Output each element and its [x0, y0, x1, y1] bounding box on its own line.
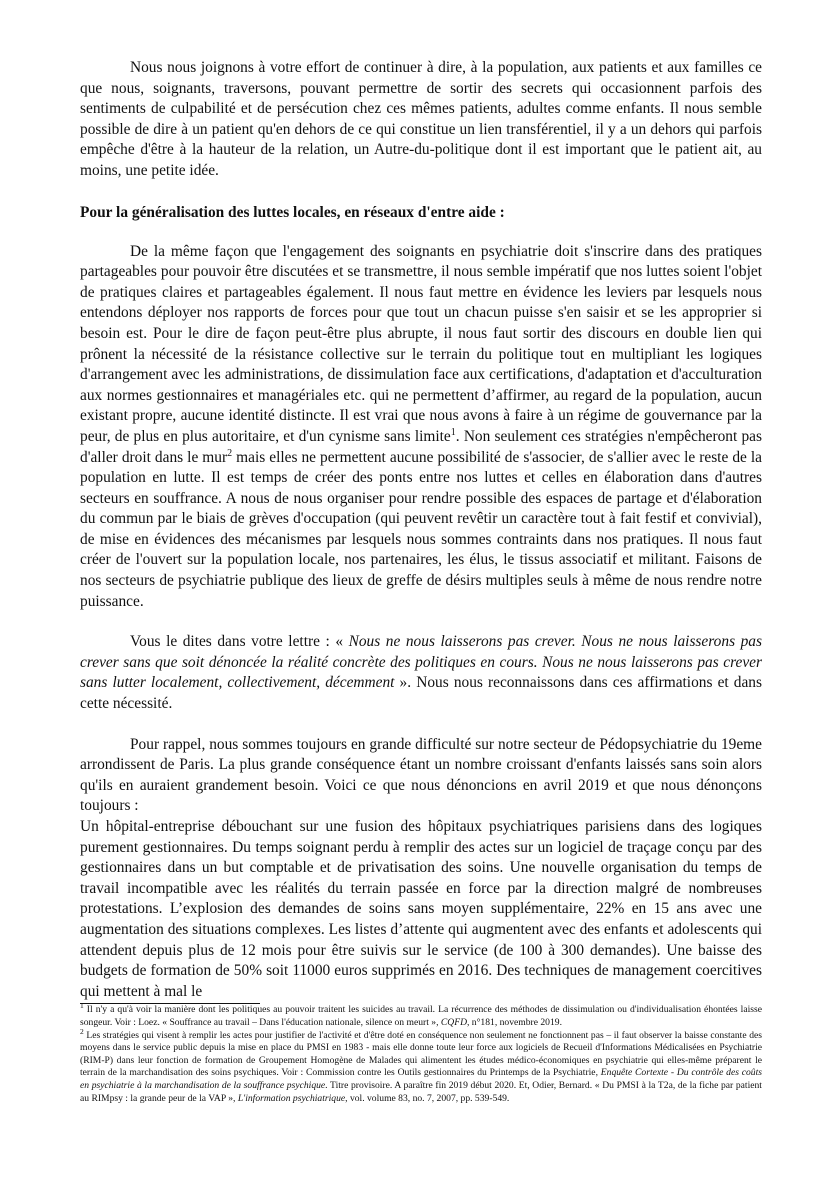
- paragraph-denunciations: Un hôpital-entreprise débouchant sur une fusion des hôpitaux psychiatriques parisiens dans des logiques purement gestionnaires. Du temps soignant perdu à remplir des actes sur un logiciel de traçage conçu par des gestionnaires dans un but comptable et de privatisation des soins. Une nouvelle organisation du temps de travail incompatible avec les réalités du terrain passée en force par la direction malgré de nombreuses protestations. L’explosion des demandes de soins sans moyen supplémentaire, 22% en 15 ans avec une augmentation des situations complexes. Les listes d’attente qui augmentent avec des enfants et adolescents qui attendent depuis plus de 12 mois pour être suivis sur le service (de 100 à 300 demandes). Une baisse des budgets de formation de 50% soit 11000 euros supprimés en 2016. Des techniques de management coercitives qui mettent à mal le: [80, 818, 762, 1000]
- paragraph-local-struggles: [80, 242, 762, 613]
- footnote-number: 1: [80, 1001, 84, 1011]
- footnote-ref-2[interactable]: 2: [227, 447, 233, 459]
- section-heading: Pour la généralisation des luttes locales, en réseaux d'entre aide :: [80, 203, 505, 221]
- journal-title: CQFD: [440, 1016, 467, 1028]
- quotation: Nous ne nous laisserons pas crever. Nous ne nous laisserons pas crever sans que soit dénoncée la réalité concrète des politiques en cours. Nous ne nous laisserons pas crever sans lutter localement, collectivement, décemment: [80, 633, 762, 692]
- work-title: Enquête Cortexte - Du contrôle des coûts en psychiatrie à la marchandisation de la souffrance psychique: [80, 1067, 762, 1091]
- paragraph-text: Vous le dites dans votre lettre : «: [130, 633, 349, 651]
- paragraph-text: . Non seulement ces stratégies n'empêcheront pas d'aller droit dans le mur: [80, 427, 762, 466]
- footnote-text: , vol. volume 83, no. 7, 2007, pp. 539-549.: [345, 1092, 510, 1104]
- paragraph-text: ». Nous nous reconnaissons dans ces affirmations et dans cette nécessité.: [80, 674, 762, 713]
- paragraph-intro: Nous nous joignons à votre effort de continuer à dire, à la population, aux patients et aux familles ce que nous, soignants, traversons, pouvant permettre de sortir des secrets qui occasionnent parfois des sentiments de culpabilité et de persécution chez ces mêmes patients, adultes comme enfants. Il nous semble possible de dire à un patient qu'en dehors de ce qui constitue un lien transférentiel, il y a un dehors qui parfois empêche d'être à la hauteur de la relation, un Autre-du-politique dont il est important que le patient ait, au moins, une petite idée.: [80, 59, 762, 179]
- footnote-text: Les stratégies qui visent à remplir les actes pour justifier de l'activité et d'être doté en conséquence non seulement ne fonctionnent pas – il faut observer la baisse constante des moyens dans le service public depuis la mise en place du PMSI en 1983 - mais elle donne toute leur force aux logiciels de Recueil d'Informations Médicalisées en Psychiatrie (RIM-P) dans leur fonction de formation de Groupement Homogène de Malades qui alimentent les études médico-économiques en psychiatrie qui elles-même préparent le terrain de la marchandisation des soins psychiques. Voir : Commission contre les Outils gestionnaires du Printemps de la Psychiatrie,: [80, 1029, 762, 1079]
- paragraph-reminder: Pour rappel, nous sommes toujours en grande difficulté sur notre secteur de Pédopsychiatrie du 19eme arrondissent de Paris. La plus grande conséquence étant un nombre croissant d'enfants laissés sans soin alors qu'ils en auraient grandement besoin. Voici ce que nous dénoncions en avril 2019 et que nous dénonçons toujours :: [80, 735, 762, 815]
- paragraph-text: mais elles ne permettent aucune possibilité de s'associer, de s'allier avec le reste de la population en lutte. Il est temps de créer des ponts entre nos luttes et celles en élaboration dans d'autres secteurs en souffrance. A nous de nous organiser pour rendre possible des espaces de partage et d'élaboration du commun par le biais de grèves d'occupation (qui peuvent revêtir un caractère tout à fait festif et convivial), de mise en évidences des mécanismes par lesquels nous sommes contraints dans nos pratiques. Il nous faut créer de l'ouvert sur la population locale, nos partenaires, les élus, le tissus associatif et militant. Faisons de nos secteurs de psychiatrie publique des lieux de greffe de désirs multiples seuls à même de nous rendre notre puissance.: [80, 448, 762, 610]
- footnote-text: Il n'y a qu'à voir la manière dont les politiques au pouvoir traitent les suicides au travail. La récurrence des méthodes de dissimulation ou d'individualisation éhontées laisse songeur. Voir : Loez. « Souffrance au travail – Dans l'éducation nationale, silence on meurt »,: [80, 1004, 762, 1028]
- paragraph-letter-quote: [80, 632, 762, 714]
- footnote-number: 2: [80, 1026, 84, 1036]
- footnote-1: [80, 1001, 762, 1029]
- footnote-text: . Titre provisoire. A paraître fin 2019 début 2020. Et, Odier, Bernard. « Du PMSI à la T2a, de la fiche par patient au RIMpsy : la grande peur de la VAP »,: [80, 1079, 762, 1104]
- footnote-ref-1[interactable]: 1: [450, 426, 456, 438]
- footnote-2: [80, 1026, 762, 1106]
- footnote-text: , n°181, novembre 2019.: [467, 1016, 562, 1028]
- journal-title: L'information psychiatrique: [237, 1092, 346, 1104]
- paragraph-text: De la même façon que l'engagement des soignants en psychiatrie doit s'inscrire dans des pratiques partageables pour pouvoir être discutées et se transmettre, il nous semble impératif que nos luttes soient l'objet de pratiques claires et partageables également. Il nous faut mettre en évidence les leviers par lesquels nous entendons déployer nos rapports de forces pour que tout un chacun puisse s'en saisir et se les approprier si besoin est. Pour le dire de façon peut-être plus abrupte, il nous faut sortir des discours en double lien qui prônent la nécessité de la résistance collective sur le terrain du politique tout en multipliant les logiques d'arrangement avec les administrations, de dissimulation face aux certifications, d'adaptation et d'acculturation aux normes gestionnaires et managériales etc. qui ne permettent d’affirmer, au regard de la population, aucun existant propre, aucune identité distincte. Il est vrai que nous avons à faire à un régime de gouvernance par la peur, de plus en plus autoritaire, et d'un cynisme sans limite: [80, 242, 762, 445]
